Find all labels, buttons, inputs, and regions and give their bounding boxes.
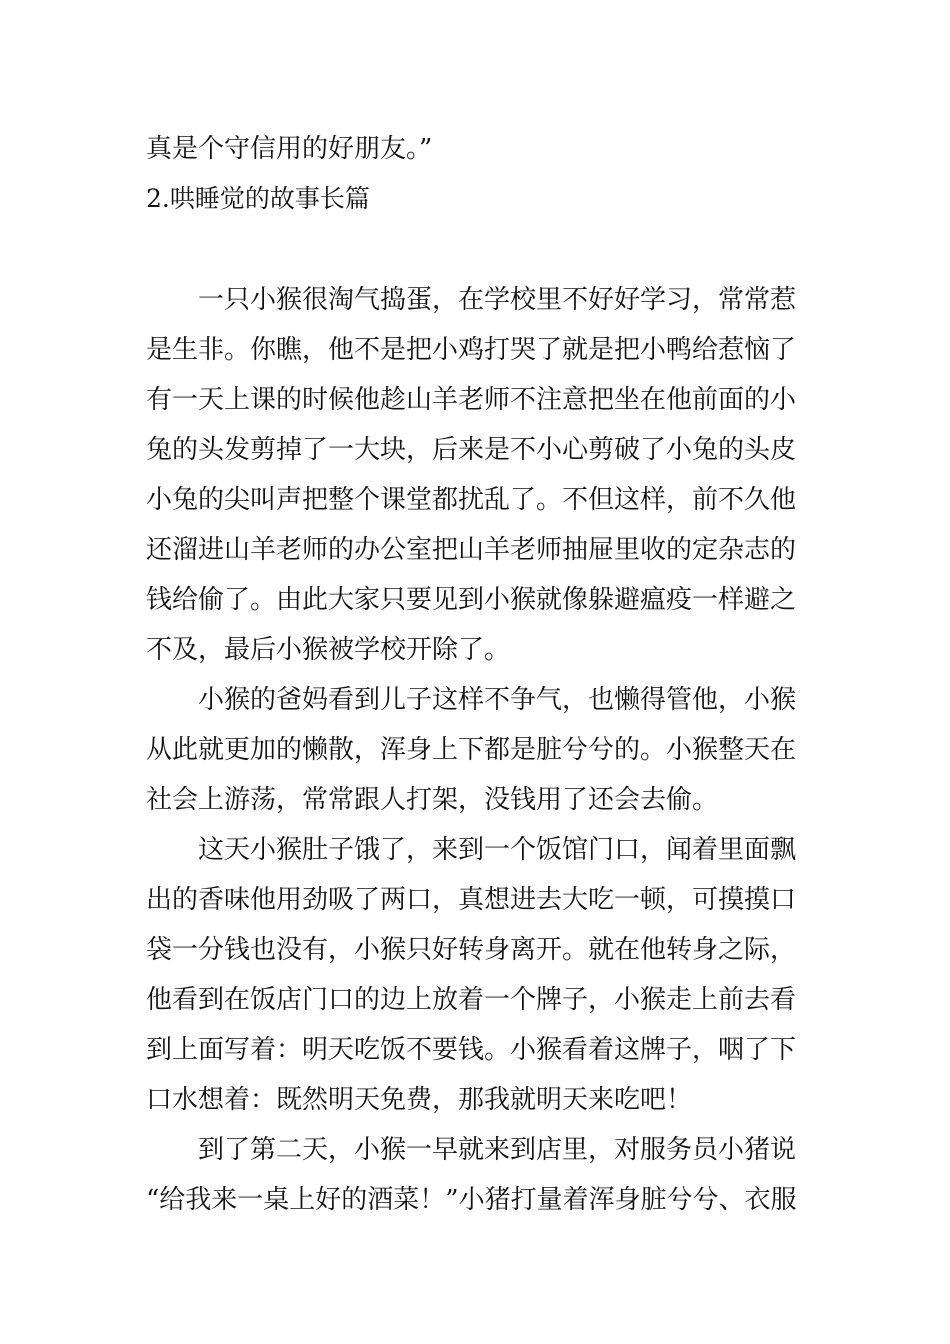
paragraph-line: 是生非。你瞧，他不是把小鸡打哭了就是把小鸭给惹恼了: [146, 335, 797, 365]
paragraph-line: 小猴的爸妈看到儿子这样不争气，也懒得管他，小猴: [198, 685, 797, 715]
continuation-line: 真是个守信用的好朋友。”: [146, 134, 433, 164]
paragraph-line: 有一天上课的时候他趁山羊老师不注意把坐在他前面的小: [146, 385, 797, 415]
paragraph-line: 兔的头发剪掉了一大块，后来是不小心剪破了小兔的头皮: [146, 435, 797, 465]
paragraph-line: “给我来一桌上好的酒菜！”小猪打量着浑身脏兮兮、衣服: [146, 1185, 797, 1215]
paragraph-line: 他看到在饭店门口的边上放着一个牌子，小猴走上前去看: [146, 985, 797, 1015]
paragraph-line: 从此就更加的懒散，浑身上下都是脏兮兮的。小猴整天在: [146, 735, 797, 765]
paragraph-line: 小兔的尖叫声把整个课堂都扰乱了。不但这样，前不久他: [146, 485, 797, 515]
paragraph-line: 还溜进山羊老师的办公室把山羊老师抽屉里收的定杂志的: [146, 535, 797, 565]
paragraph-line: 不及，最后小猴被学校开除了。: [146, 635, 511, 665]
paragraph-line: 钱给偷了。由此大家只要见到小猴就像躲避瘟疫一样避之: [146, 585, 797, 615]
paragraph-line: 袋一分钱也没有，小猴只好转身离开。就在他转身之际，: [146, 935, 797, 965]
paragraph-line: 这天小猴肚子饿了，来到一个饭馆门口，闻着里面飘: [198, 835, 797, 865]
paragraph-line: 社会上游荡，常常跟人打架，没钱用了还会去偷。: [146, 785, 719, 815]
paragraph-line: 出的香味他用劲吸了两口，真想进去大吃一顿，可摸摸口: [146, 885, 797, 915]
paragraph-line: 到了第二天，小猴一早就来到店里，对服务员小猪说: [198, 1135, 797, 1165]
paragraph-line: 口水想着：既然明天免费，那我就明天来吃吧！: [146, 1085, 693, 1115]
paragraph-line: 一只小猴很淘气捣蛋，在学校里不好好学习，常常惹: [198, 285, 797, 315]
section-heading-text: 2.哄睡觉的故事长篇: [146, 184, 370, 213]
paragraph-line: 到上面写着：明天吃饭不要钱。小猴看着这牌子，咽了下: [146, 1035, 797, 1065]
